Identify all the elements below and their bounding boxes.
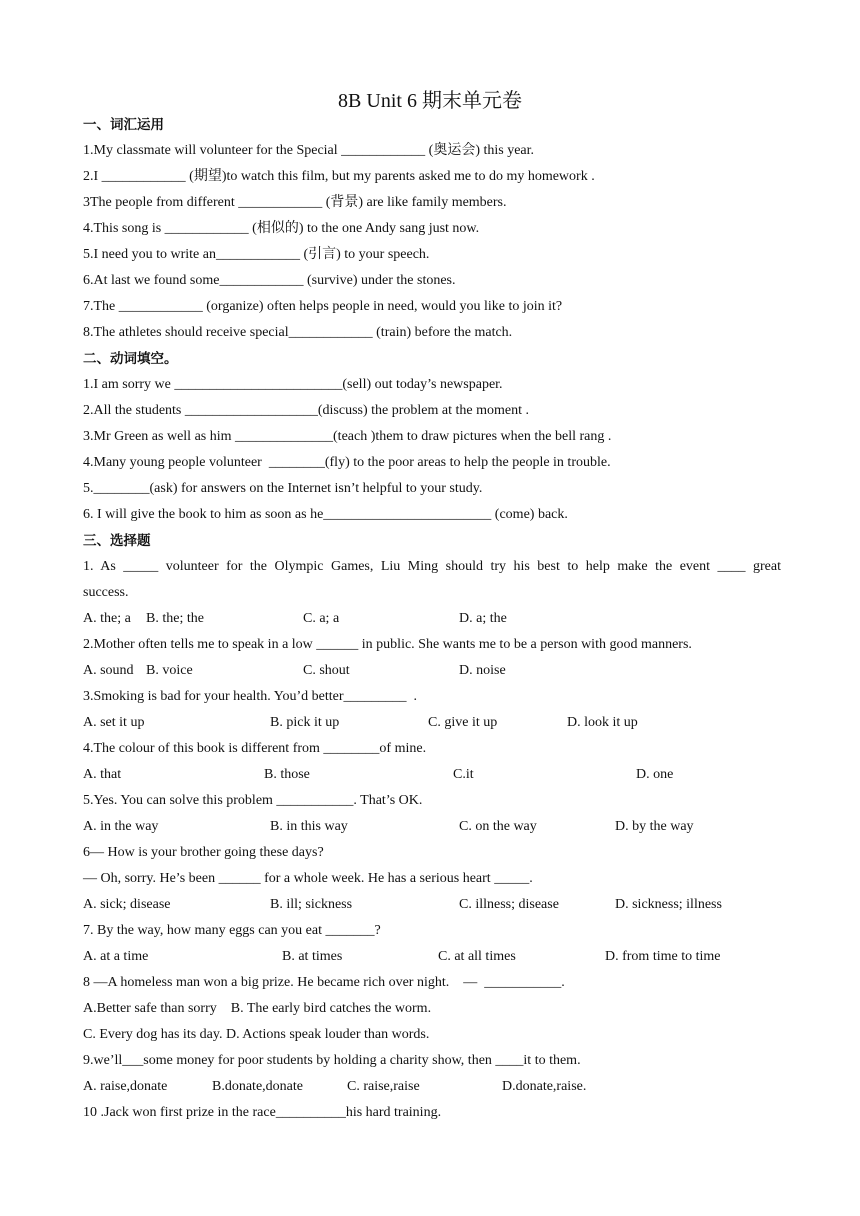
page-title: 8B Unit 6 期末单元卷: [338, 90, 522, 112]
vocab-question: 2.I ____________ (期望)to watch this film, but my parents asked me to do my homework .: [83, 169, 595, 184]
choice-question-stem: 8 —A homeless man won a big prize. He became rich over night. — ___________.: [83, 975, 565, 990]
option-d: D. look it up: [567, 715, 638, 730]
section-heading-choice: 三、选择题: [83, 533, 151, 549]
option-c: C. a; a: [303, 611, 340, 626]
choice-question-stem-continued: — Oh, sorry. He’s been ______ for a whole week. He has a serious heart _____.: [83, 871, 533, 886]
vocab-question: 6.At last we found some____________ (survive) under the stones.: [83, 273, 456, 288]
vocab-question: 3The people from different ____________ (背景) are like family members.: [83, 195, 507, 210]
option-d: D.donate,raise.: [502, 1079, 587, 1094]
option-c: C. illness; disease: [459, 897, 559, 912]
section-heading-verbs: 二、动词填空。: [83, 351, 178, 367]
option-c: C. at all times: [438, 949, 516, 964]
option-a: A. sick; disease: [83, 897, 171, 912]
choice-question-stem: 7. By the way, how many eggs can you eat _______?: [83, 923, 381, 938]
vocab-question: 1.My classmate will volunteer for the Special ____________ (奥运会) this year.: [83, 143, 535, 158]
choice-question-stem: 6— How is your brother going these days?: [83, 845, 324, 860]
option-b: B. ill; sickness: [270, 897, 353, 912]
option-b: B. the; the: [146, 611, 204, 626]
option-a: A. the; a: [83, 611, 131, 626]
option-c: C. raise,raise: [347, 1079, 420, 1094]
option-d: D. sickness; illness: [615, 897, 722, 912]
option-a: A. sound: [83, 663, 134, 678]
option-c: C. shout: [303, 663, 350, 678]
option-b: B. in this way: [270, 819, 348, 834]
option-d: D. one: [636, 767, 674, 782]
option-a: A. in the way: [83, 819, 159, 834]
option-a: A. that: [83, 767, 122, 782]
option-line: C. Every dog has its day. D. Actions speak louder than words.: [83, 1027, 430, 1042]
verb-question: 1.I am sorry we ________________________(sell) out today’s newspaper.: [83, 377, 503, 392]
option-d: D. a; the: [459, 611, 507, 626]
section-heading-vocabulary: 一、词汇运用: [83, 117, 164, 133]
option-b: B. pick it up: [270, 715, 340, 730]
choice-question-stem: 10 .Jack won first prize in the race__________his hard training.: [83, 1105, 442, 1120]
choice-question-stem: 4.The colour of this book is different from ________of mine.: [83, 741, 427, 756]
option-c: C. on the way: [459, 819, 537, 834]
choice-question-stem: 3.Smoking is bad for your health. You’d better_________ .: [83, 689, 418, 704]
choice-question-stem-continued: success.: [83, 585, 129, 600]
choice-question-stem: 9.we’ll___some money for poor students by holding a charity show, then ____it to them.: [83, 1053, 581, 1068]
option-a: A. raise,donate: [83, 1079, 168, 1094]
option-a: A. at a time: [83, 949, 149, 964]
verb-question: 6. I will give the book to him as soon as he________________________ (come) back.: [83, 507, 568, 522]
verb-question: 4.Many young people volunteer ________(fly) to the poor areas to help the people in trouble.: [83, 455, 611, 470]
vocab-question: 5.I need you to write an____________ (引言) to your speech.: [83, 247, 430, 262]
option-b: B. those: [264, 767, 310, 782]
vocab-question: 8.The athletes should receive special____________ (train) before the match.: [83, 325, 513, 340]
option-a: A. set it up: [83, 715, 145, 730]
choice-question-stem: 2.Mother often tells me to speak in a low ______ in public. She wants me to be a person with good manners.: [83, 637, 692, 652]
verb-question: 2.All the students ___________________(discuss) the problem at the moment .: [83, 403, 530, 418]
verb-question: 5.________(ask) for answers on the Internet isn’t helpful to your study.: [83, 481, 483, 496]
option-b: B. voice: [146, 663, 193, 678]
choice-question-stem: 5.Yes. You can solve this problem ___________. That’s OK.: [83, 793, 423, 808]
verb-question: 3.Mr Green as well as him ______________(teach )them to draw pictures when the bell rang .: [83, 429, 612, 444]
option-line: A.Better safe than sorry B. The early bird catches the worm.: [83, 1001, 432, 1016]
option-b: B. at times: [282, 949, 343, 964]
vocab-question: 7.The ____________ (organize) often helps people in need, would you like to join it?: [83, 299, 563, 314]
option-d: D. noise: [459, 663, 506, 678]
choice-question-stem: 1. As _____ volunteer for the Olympic Games, Liu Ming should try his best to help make the event ____ great: [83, 559, 781, 574]
vocab-question: 4.This song is ____________ (相似的) to the one Andy sang just now.: [83, 221, 480, 236]
option-d: D. from time to time: [605, 949, 721, 964]
option-c: C. give it up: [428, 715, 498, 730]
option-d: D. by the way: [615, 819, 694, 834]
option-b: B.donate,donate: [212, 1079, 303, 1094]
option-c: C.it: [453, 767, 474, 782]
